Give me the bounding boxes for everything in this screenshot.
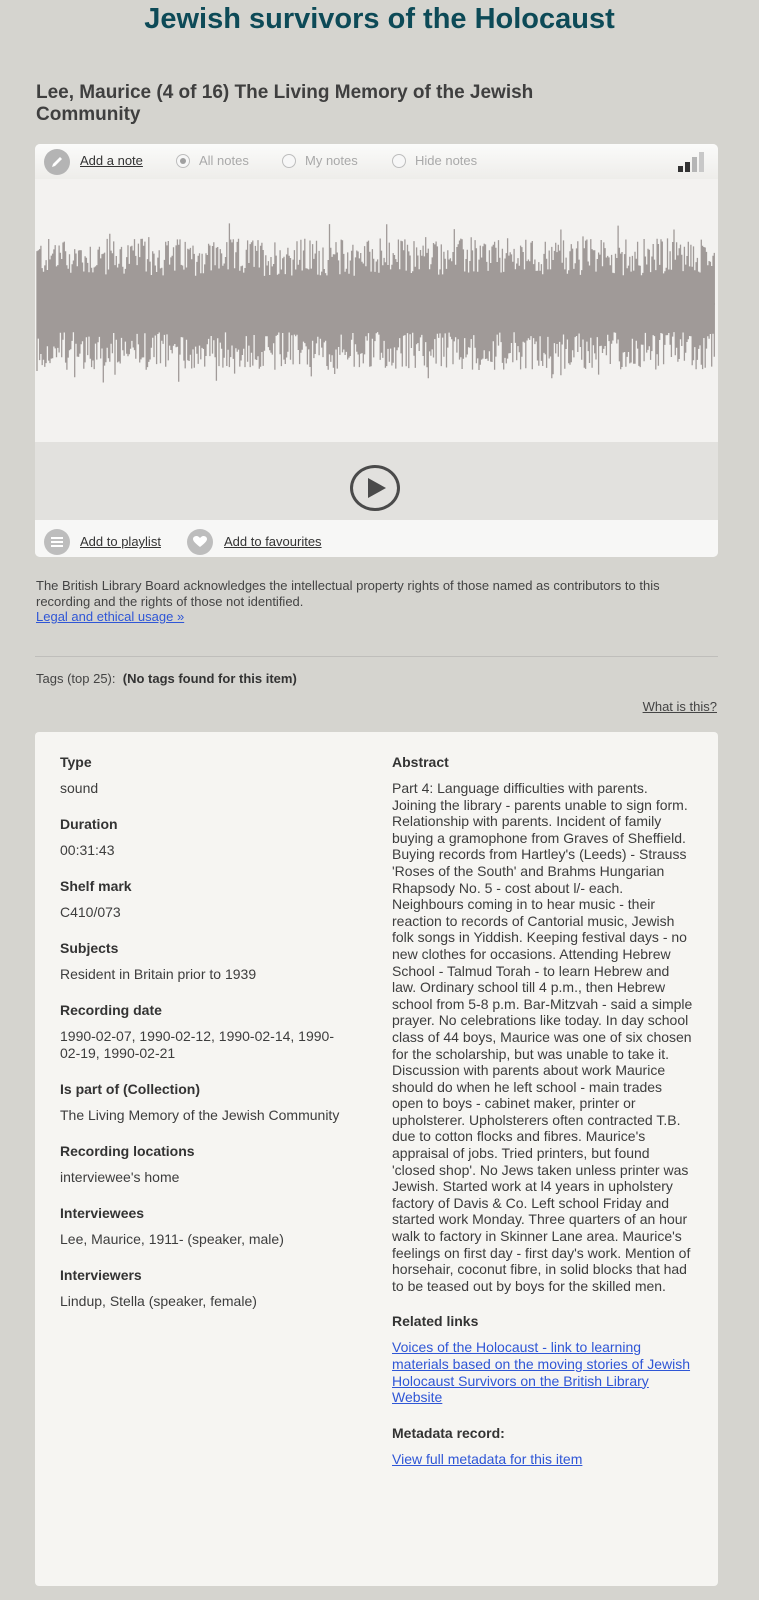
tags-label: Tags (top 25): bbox=[36, 671, 116, 686]
field-label: Is part of (Collection) bbox=[60, 1081, 200, 1097]
play-icon bbox=[367, 478, 387, 498]
player-actions bbox=[35, 520, 718, 557]
site-title bbox=[0, 4, 759, 35]
field-interviewers bbox=[60, 1267, 350, 1310]
filter-hide-notes-label: Hide notes bbox=[415, 153, 478, 168]
field-label: Interviewees bbox=[60, 1205, 145, 1221]
tags-value: (No tags found for this item) bbox=[122, 671, 297, 686]
field-value: 1990-02-07, 1990-02-12, 1990-02-14, 1990-02-19, 1990-02-21 bbox=[60, 1028, 334, 1061]
add-note-link[interactable]: Add a note bbox=[80, 153, 143, 168]
playback-controls bbox=[35, 442, 718, 520]
metadata-fields bbox=[60, 754, 350, 1329]
heart-icon[interactable] bbox=[187, 529, 213, 555]
field-label: Recording locations bbox=[60, 1143, 195, 1159]
waveform-path bbox=[37, 223, 714, 382]
field-label: Interviewers bbox=[60, 1267, 142, 1283]
metadata-panel bbox=[35, 732, 718, 1586]
list-icon[interactable] bbox=[44, 529, 70, 555]
field-recording-date bbox=[60, 1002, 350, 1062]
field-label: Type bbox=[60, 754, 92, 770]
field-value: Lindup, Stella (speaker, female) bbox=[60, 1293, 257, 1309]
field-duration bbox=[60, 816, 350, 859]
field-shelf-mark bbox=[60, 878, 350, 921]
notes-toolbar bbox=[35, 144, 718, 179]
waveform-graphic bbox=[35, 179, 718, 442]
field-label: Subjects bbox=[60, 940, 119, 956]
field-label: Duration bbox=[60, 816, 118, 832]
field-subjects bbox=[60, 940, 350, 983]
view-metadata-link[interactable]: View full metadata for this item bbox=[392, 1450, 583, 1467]
field-recording-locations bbox=[60, 1143, 350, 1186]
field-value: sound bbox=[60, 780, 99, 796]
field-value: 00:31:43 bbox=[60, 842, 115, 858]
what-is-this-link[interactable]: What is this? bbox=[642, 699, 717, 714]
recording-title: Lee, Maurice (4 of 16) The Living Memory of the Jewish Community bbox=[36, 82, 534, 125]
divider bbox=[35, 656, 718, 657]
pencil-icon[interactable] bbox=[44, 149, 70, 175]
radio-all-notes[interactable] bbox=[176, 154, 190, 168]
play-button[interactable] bbox=[350, 465, 400, 511]
field-value: interviewee's home bbox=[60, 1169, 180, 1185]
abstract-column bbox=[392, 754, 695, 1467]
field-value: The Living Memory of the Jewish Community bbox=[60, 1107, 340, 1123]
metadata-record-label: Metadata record: bbox=[392, 1424, 505, 1441]
abstract-text: Part 4: Language difficulties with parents. Joining the library - parents unable to sign form. Relationship with parents. Incident of family buying a gramophone from Graves of Sheffield. Buying records from Hartley's (Leeds) - Strauss 'Roses of the South' and Brahms Hungarian Rhapsody No. 5 - cost about l/- each. Neighbours coming in to hear music - their reaction to records of Cantorial music, Jewish folk songs in Yiddish. Keeping festival days - no new clothes for occasions. Attending Hebrew School - Talmud Torah - to learn Hebrew and law. Ordinary school till 4 p.m., then Hebrew school from 5-8 p.m. Bar-Mitzvah - said a simple prayer. No celebrations like today. In day school class of 44 boys, Maurice was one of six chosen for the scholarship, but was unable to take it. Discussion with parents about work Maurice should do when he left school - main trades open to boys - cabinet maker, printer or upholsterer. Upholsterers often contracted T.B. due to cotton flocks and fibres. Maurice's appraisal of jobs. Tried printers, but found 'closed shop'. No Jews taken unless printer was Jewish. Started work at l4 years in upholstery factory of Davis & Co. Left school Friday and started work Monday. Three quarters of an hour walk to factory in Skinner Lane area. Maurice's feelings on first day - first day's work. Mention of horsehair, coconut fibre, in solid blocks that had to be teased out by boys for the skilled men. bbox=[392, 780, 693, 1294]
rights-acknowledgement: The British Library Board acknowledges the intellectual property rights of those named as contributors to this recording and the rights of those not identified. bbox=[36, 578, 660, 609]
filter-my-notes-label: My notes bbox=[305, 153, 358, 168]
field-interviewees bbox=[60, 1205, 350, 1248]
abstract-label: Abstract bbox=[392, 754, 449, 770]
site-title-text: Jewish survivors of the Holocaust bbox=[144, 3, 615, 35]
filter-all-notes[interactable] bbox=[176, 153, 249, 168]
add-to-favourites-link[interactable]: Add to favourites bbox=[224, 534, 322, 549]
field-value: Lee, Maurice, 1911- (speaker, male) bbox=[60, 1231, 284, 1247]
waveform[interactable] bbox=[35, 179, 718, 442]
field-collection bbox=[60, 1081, 350, 1124]
field-value: C410/073 bbox=[60, 904, 121, 920]
radio-my-notes[interactable] bbox=[282, 154, 296, 168]
radio-hide-notes[interactable] bbox=[392, 154, 406, 168]
filter-all-notes-label: All notes bbox=[199, 153, 249, 168]
related-links-label: Related links bbox=[392, 1313, 479, 1330]
field-type bbox=[60, 754, 350, 797]
filter-my-notes[interactable] bbox=[282, 153, 358, 168]
signal-bars-icon[interactable] bbox=[678, 152, 704, 177]
filter-hide-notes[interactable] bbox=[392, 153, 477, 168]
audio-player bbox=[35, 144, 718, 557]
field-value: Resident in Britain prior to 1939 bbox=[60, 966, 257, 982]
add-to-playlist-link[interactable]: Add to playlist bbox=[80, 534, 161, 549]
related-link[interactable]: Voices of the Holocaust - link to learning materials based on the moving stories of Jewish Holocaust Survivors on the British Library Website bbox=[392, 1339, 691, 1406]
field-label: Recording date bbox=[60, 1002, 162, 1018]
tags-line bbox=[36, 671, 297, 686]
legal-usage-link[interactable]: Legal and ethical usage » bbox=[36, 609, 185, 624]
field-label: Shelf mark bbox=[60, 878, 132, 894]
